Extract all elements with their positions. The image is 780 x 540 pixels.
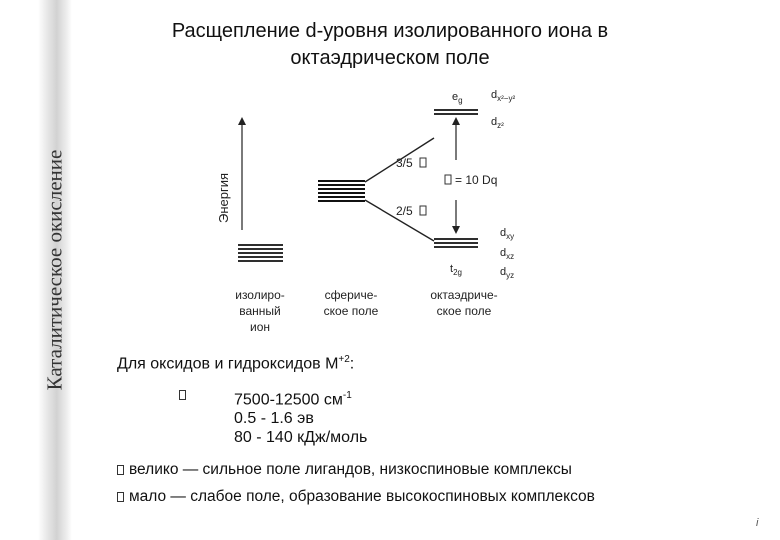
energy-axis-label: Энергия [216,172,231,224]
orbital-dyz: $d_{yz}$ [500,266,515,280]
page-number: i [756,517,759,529]
small-delta-text: мало — слабое поле, образование высокоспиновых комплексов [129,488,595,505]
delta-bullet-small [117,492,124,502]
large-delta-text: велико — сильное поле лигандов, низкоспиновые комплексы [129,461,572,478]
delta-bullet-large [117,465,124,475]
down-fraction: 2/5 [396,204,413,218]
isolated-ion-levels [238,245,283,261]
delta-values [234,386,367,447]
delta-bullet-values [179,390,186,400]
oxides-heading: Для оксидов и гидроксидов $M^{+2}$: [117,354,355,373]
delta-symbol [445,175,451,184]
label-isolated-ion: изолиро- ванный ион [235,288,285,334]
delta-symbol-up [420,158,426,167]
side-label: Каталитическое окисление [42,149,67,391]
title-line-2: октаэдрическом поле [290,47,490,69]
label-spherical-field: сфериче- ское поле [323,288,379,318]
value-ev: 0.5 - 1.6 эв [234,410,314,428]
t2g-levels [434,239,478,247]
orbital-dz2: $d_{z^2}$ [491,116,504,130]
orbital-dxy: $d_{xy}$ [500,227,515,241]
label-octahedral-field: октаэдриче- ское поле [430,288,498,318]
delta-symbol-down [420,206,426,215]
value-wavenumber: 7500-12500 $см^{-1}$ [234,390,352,409]
eg-label: $e_g$ [452,91,463,105]
orbital-dx2y2: $d_{x^2-y^2}$ [491,89,516,103]
t2g-label: $t_{2g}$ [450,263,462,277]
spherical-field-levels [318,181,365,201]
title-line-1: Расщепление d-уровня изолированного иона в [171,20,609,42]
orbital-dxz: $d_{xz}$ [500,247,515,261]
value-kj: 80 - 140 кДж/моль [234,429,368,447]
eg-levels [434,110,478,114]
delta-equation: = 10 Dq [455,173,498,187]
up-fraction: 3/5 [396,156,413,170]
